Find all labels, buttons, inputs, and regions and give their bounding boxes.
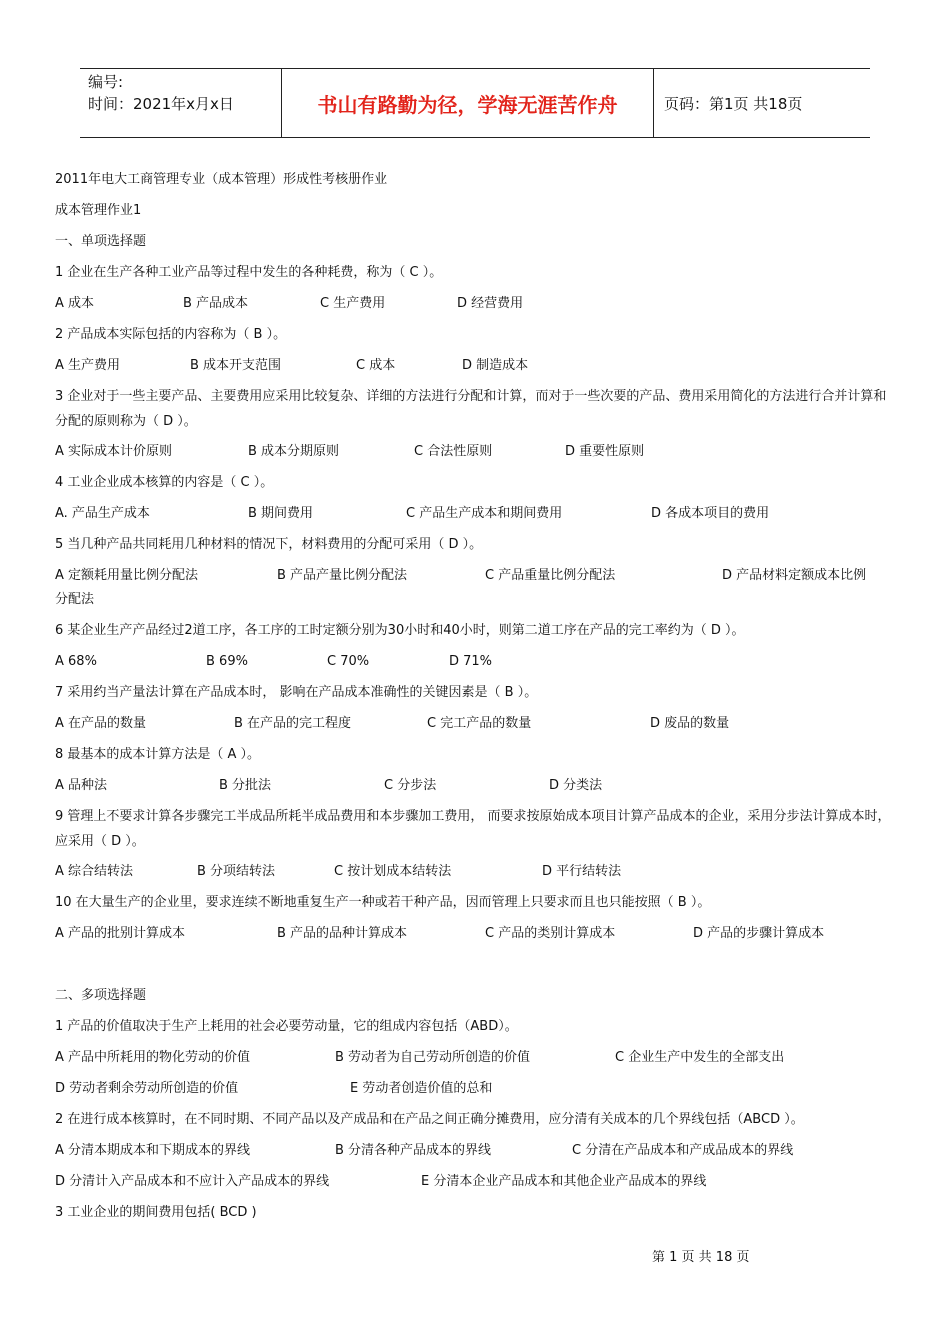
option: A 品种法 [55, 778, 108, 793]
option: A 成本 [55, 296, 95, 311]
question-options [55, 294, 523, 314]
option: C 产品生产成本和期间费用 [406, 506, 563, 521]
option: B 产品的品种计算成本 [277, 926, 408, 941]
option: A 分清本期成本和下期成本的界线 [55, 1143, 251, 1158]
question-options [55, 862, 621, 882]
question: 5 当几种产品共同耗用几种材料的情况下，材料费用的分配可采用（ D ）。 [55, 537, 483, 552]
option: B 期间费用 [248, 506, 314, 521]
option: B 分项结转法 [197, 864, 276, 879]
question: 2 在进行成本核算时，在不同时期、不同产品以及产成品和在产品之间正确分摊费用，应分清有关成本的几个界线包括（ABCD ）。 [55, 1112, 804, 1127]
option: E 分清本企业产品成本和其他企业产品成本的界线 [421, 1174, 707, 1189]
question: 8 最基本的成本计算方法是（ A ）。 [55, 747, 261, 762]
option: D 废品的数量 [650, 716, 730, 731]
option: D 71% [449, 654, 493, 669]
option: A 产品的批别计算成本 [55, 926, 186, 941]
question-options [55, 566, 866, 586]
question-options [55, 356, 528, 376]
option: D 平行结转法 [542, 864, 622, 879]
header-divider [653, 69, 654, 137]
header-motto: 书山有路勤为径，学海无涯苦作舟 [317, 92, 618, 117]
question: 3 企业对于一些主要产品、主要费用应采用比较复杂、详细的方法进行分配和计算，而对于一些次要的产品、费用采用简化的方法进行合并计算和分配的原则称为（ D ）。 [55, 389, 887, 429]
question: 1 企业在生产各种工业产品等过程中发生的各种耗费，称为（ C ）。 [55, 265, 443, 280]
option: C 产品重量比例分配法 [485, 568, 616, 583]
question-options [55, 504, 769, 524]
option: A 生产费用 [55, 358, 121, 373]
option: A 在产品的数量 [55, 716, 147, 731]
option: A 实际成本计价原则 [55, 444, 173, 459]
doc-subtitle: 成本管理作业1 [55, 203, 142, 218]
option: D 产品的步骤计算成本 [693, 926, 825, 941]
time-label: 时间：2021年x月x日 [88, 95, 234, 113]
option: C 企业生产中发生的全部支出 [615, 1050, 785, 1065]
question-options [55, 1079, 492, 1099]
option: D 分类法 [549, 778, 603, 793]
section-heading: 一、单项选择题 [55, 234, 147, 249]
question: 9 管理上不要求计算各步骤完工半成品所耗半成品费用和本步骤加工费用， 而要求按原始成本项目计算产品成本的企业，采用分步法计算成本时，应采用（ D ）。 [55, 809, 891, 849]
page-header [80, 68, 870, 138]
option: D 分清计入产品成本和不应计入产品成本的界线 [55, 1174, 330, 1189]
option: E 劳动者创造价值的总和 [350, 1081, 493, 1096]
option: A. 产品生产成本 [55, 506, 150, 521]
option: A 68% [55, 654, 97, 669]
question-options [55, 652, 492, 672]
option: C 70% [327, 654, 370, 669]
option: B 成本分期原则 [248, 444, 340, 459]
option: C 生产费用 [320, 296, 386, 311]
option: B 分批法 [219, 778, 272, 793]
option: A 产品中所耗用的物化劳动的价值 [55, 1050, 251, 1065]
option: D 各成本项目的费用 [651, 506, 770, 521]
question: 4 工业企业成本核算的内容是（ C ）。 [55, 475, 274, 490]
question-options [55, 924, 824, 944]
question-options-continued: 分配法 [55, 592, 95, 607]
question-options [55, 442, 644, 462]
option: D 经营费用 [457, 296, 524, 311]
question: 7 采用约当产量法计算在产品成本时， 影响在产品成本准确性的关键因素是（ B ）。 [55, 685, 538, 700]
question: 3 工业企业的期间费用包括( BCD ) [55, 1205, 257, 1220]
section-heading: 二、多项选择题 [55, 988, 147, 1003]
question: 6 某企业生产产品经过2道工序，各工序的工时定额分别为30小时和40小时，则第二道工序在产品的完工率约为（ D ）。 [55, 623, 745, 638]
option: A 定额耗用量比例分配法 [55, 568, 199, 583]
option: B 在产品的完工程度 [234, 716, 352, 731]
option: D 劳动者剩余劳动所创造的价值 [55, 1081, 239, 1096]
option: C 分清在产品成本和产成品成本的界线 [572, 1143, 794, 1158]
question: 2 产品成本实际包括的内容称为（ B ）。 [55, 327, 287, 342]
option: B 劳动者为自己劳动所创造的价值 [335, 1050, 531, 1065]
question: 1 产品的价值取决于生产上耗用的社会必要劳动量，它的组成内容包括（ABD）。 [55, 1019, 518, 1034]
question-options [55, 776, 602, 796]
option: C 按计划成本结转法 [334, 864, 452, 879]
option: C 完工产品的数量 [427, 716, 532, 731]
option: C 产品的类别计算成本 [485, 926, 616, 941]
option: D 重要性原则 [565, 444, 645, 459]
header-page-info: 页码：第1页 共18页 [664, 94, 803, 113]
option: B 分清各种产品成本的界线 [335, 1143, 492, 1158]
option: B 成本开支范围 [190, 358, 282, 373]
question: 10 在大量生产的企业里，要求连续不断地重复生产一种或若干种产品，因而管理上只要求而且也只能按照（ B ）。 [55, 895, 711, 910]
option: D 产品材料定额成本比例 [722, 568, 867, 583]
question-options [55, 1172, 706, 1192]
header-meta [88, 71, 280, 115]
option: C 成本 [356, 358, 396, 373]
option: B 产品产量比例分配法 [277, 568, 408, 583]
option: C 分步法 [384, 778, 437, 793]
doc-title: 2011年电大工商管理专业（成本管理）形成性考核册作业 [55, 172, 388, 187]
question-options [55, 714, 729, 734]
option: B 产品成本 [183, 296, 249, 311]
option: C 合法性原则 [414, 444, 493, 459]
question-options [55, 1141, 793, 1161]
number-label: 编号: [88, 73, 124, 91]
option: D 制造成本 [462, 358, 529, 373]
option: B 69% [206, 654, 248, 669]
option: A 综合结转法 [55, 864, 134, 879]
question-options [55, 1048, 784, 1068]
page-footer: 第 1 页 共 18 页 [652, 1250, 750, 1265]
